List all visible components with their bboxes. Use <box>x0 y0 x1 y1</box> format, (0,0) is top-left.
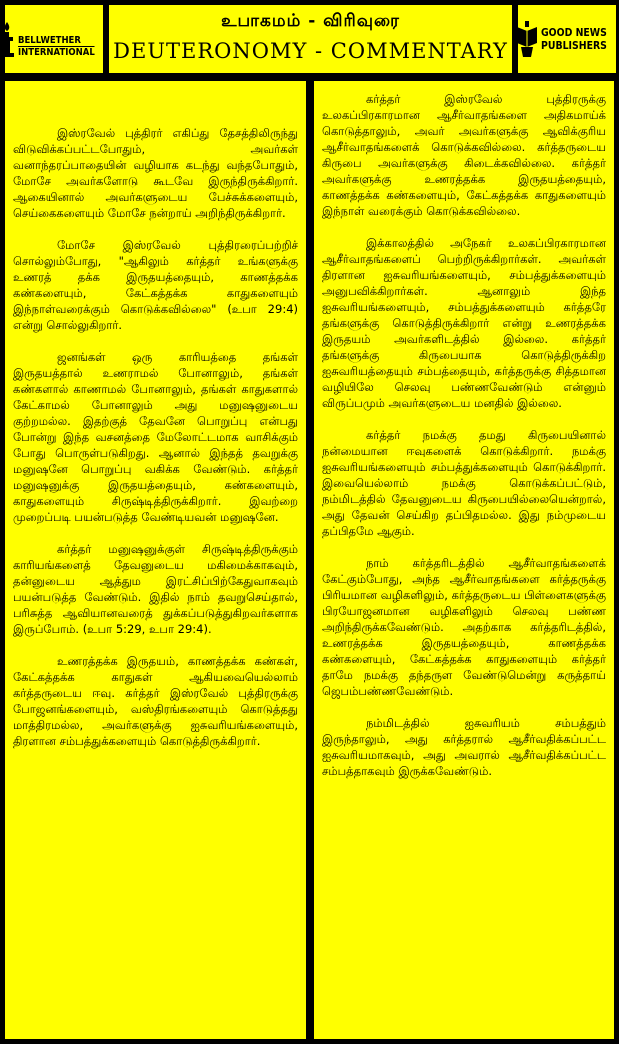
left-column <box>4 80 307 1040</box>
paragraph: கர்த்தர் இஸ்ரவேல் புத்திரருக்கு உலகப்பிரகாரமான ஆசீர்வாதங்களை அதிகமாய்க் கொடுத்தாலும், அவர் அவர்களுக்கு ஆவிக்குரிய ஆசீர்வாதங்களைக் கொடுக்கவில்லை. கர்த்தருடைய கிருபை அவர்களுக்கு கிடைக்கவில்லை. கர்த்தர் அவர்களுக்கு உணரத்தக்க இருதயத்தையும், காணத்தக்க கண்களையும், கேட்கத்தக்க காதுகளையும் இந்நாள் வரைக்கும் கொடுக்கவில்லை. <box>322 92 606 218</box>
paragraph: மோசே இஸ்ரவேல் புத்திரரைப்பற்றிச் சொல்லும்போது, "ஆகிலும் கர்த்தர் உங்களுக்கு உணரத் தக்க இருதயத்தையும், காணத்தக்க கண்களையும், கேட்கத்தக்க காதுகளையும் இந்நாள்வரைக்கும் கொடுக்கவில்லை" (உபா 29:4) என்று சொல்லுகிறார். <box>13 238 298 332</box>
paragraph: உணரத்தக்க இருதயம், காணத்தக்க கண்கள், கேட்கத்தக்க காதுகள் ஆகியவையெல்லாம் கர்த்தருடைய ஈவு. கர்த்தர் இஸ்ரவேல் புத்திரருக்கு போஜனங்களையும், வஸ்திரங்களையும் கொடுத்தது மாத்திரமல்ல, அவர்களுக்கு ஐசுவரியங்களையும், திரளான சம்பத்துக்களையும் கொடுத்திருக்கிறார். <box>13 654 298 748</box>
bellwether-line1: BELLWETHER <box>18 35 82 46</box>
page-header <box>108 4 513 74</box>
title-english: DEUTERONOMY - COMMENTARY <box>113 39 508 63</box>
open-book-hand-icon <box>515 19 539 59</box>
title-tamil: உபாகமம் - விரிவுரை <box>221 11 400 31</box>
good-news-line1: GOOD NEWS <box>541 26 608 39</box>
bellwether-line2: INTERNATIONAL <box>18 47 96 58</box>
paragraph: இக்காலத்தில் அநேகர் உலகப்பிரகாரமான ஆசீர்வாதங்களைப் பெற்றிருக்கிறார்கள். அவர்கள் திரளான ஐசுவரியங்களையும், சம்பத்துக்களையும் அனுபவிக்கிறார்கள். ஆனாலும் இந்த ஐசுவரியங்களையும், சம்பத்துக்களையும் கர்த்தரே தங்களுக்கு கொடுத்திருக்கிறார் என்று உணரத்தக்க இருதயம் அவர்களிடத்தில் இல்லை. கர்த்தர் தங்களுக்கு கிருபையாக கொடுத்திருக்கிற ஐசுவரியத்தையும் சம்பத்தையும், கர்த்தருக்கு சித்தமான வழியிலே செலவு பண்ணவேண்டும் என்னும் விருப்பமும் அவர்களுடைய மனதில் இல்லை. <box>322 236 606 410</box>
paragraph: ஜனங்கள் ஒரு காரியத்தை தங்கள் இருதயத்தால் உணராமல் போனாலும், தங்கள் கண்களால் காணாமல் போனாலும், தங்கள் காதுகளால் கேட்காமல் போனாலும் அது மனுஷனுடைய குற்றமல்ல. இதற்குத் தேவனே பொறுப்பு என்பது போன்று இந்த வசனத்தை மேலோட்டமாக வாசிக்கும் போது பொருள்படுகிறது. ஆனால் இந்தத் தவறுக்கு மனுஷனே பொறுப்பு வகிக்க வேண்டும். கர்த்தர் மனுஷனுக்கு இருதயத்தையும், கண்களையும், காதுகளையும் சிருஷ்டித்திருக்கிறார். இவற்றை முறைப்படி பயன்படுத்த வேண்டியவன் மனுஷனே. <box>13 350 298 524</box>
right-column <box>313 80 615 1040</box>
good-news-logo <box>517 4 617 74</box>
paragraph: நாம் கர்த்தரிடத்தில் ஆசீர்வாதங்களைக் கேட்கும்போது, அந்த ஆசீர்வாதங்களை கர்த்தருக்கு பிரியமான வழிகளிலும், கர்த்தருடைய பிள்ளைகளுக்கு பிரயோஜனமான வழிகளிலும் செலவு பண்ண அறிந்திருக்கவேண்டும். அதற்காக கர்த்தரிடத்தில், உணரத்தக்க இருதயத்தையும், காணத்தக்க கண்களையும், கேட்கத்தக்க காதுகளையும் கர்த்தர் தாமே நமக்கு தந்தருள வேண்டுமென்று கருத்தாய் ஜெபம்பண்ணவேண்டும். <box>322 556 606 698</box>
lamp-icon <box>0 20 15 58</box>
paragraph: இஸ்ரவேல் புத்திரர் எகிப்து தேசத்திலிருந்து விடுவிக்கப்பட்டபோதும், அவர்கள் வனாந்தரப்பாதையின் வழியாக கடந்து வந்தபோதும், மோசே அவர்களோடு கூடவே இருந்திருக்கிறார். ஆகையினால் அவர்களுடைய பேச்சுக்களையும், செய்கைகளையும் மோசே நன்றாய் அறிந்திருக்கிறார். <box>13 126 298 220</box>
paragraph: நம்மிடத்தில் ஐசுவரியம் சம்பத்தும் இருந்தாலும், அது கர்த்தரால் ஆசீர்வதிக்கப்பட்ட ஐசுவரியமாகவும், அது அவரால் ஆசீர்வதிக்கப்பட்ட சம்பத்தாகவும் இருக்கவேண்டும். <box>322 716 606 778</box>
paragraph: கர்த்தர் மனுஷனுக்குள் சிருஷ்டித்திருக்கும் காரியங்களைத் தேவனுடைய மகிமைக்காகவும், தன்னுடைய ஆத்தும இரட்சிப்பிற்கேதுவாகவும் பயன்படுத்த வேண்டும். இதில் நாம் தவறுசெய்தால், பரிசுத்த ஆவியானவரைத் துக்கப்படுத்துகிறவர்களாக இருப்போம். (உபா 5:29, உபா 29:4). <box>13 542 298 636</box>
good-news-line2: PUBLISHERS <box>541 39 608 52</box>
bellwether-logo <box>4 4 104 74</box>
paragraph: கர்த்தர் நமக்கு தமது கிருபையினால் நன்மையான ஈவுகளைக் கொடுக்கிறார். நமக்கு ஐசுவரியங்களையும் சம்பத்துக்களையும் கொடுக்கிறார். இவையெல்லாம் நமக்கு கொடுக்கப்பட்டும், நம்மிடத்தில் தேவனுடைய கிருபையில்லையென்றால், அது தேவன் செய்கிற தப்பிதமல்ல. இது நம்முடைய தப்பிதமே ஆகும். <box>322 428 606 538</box>
